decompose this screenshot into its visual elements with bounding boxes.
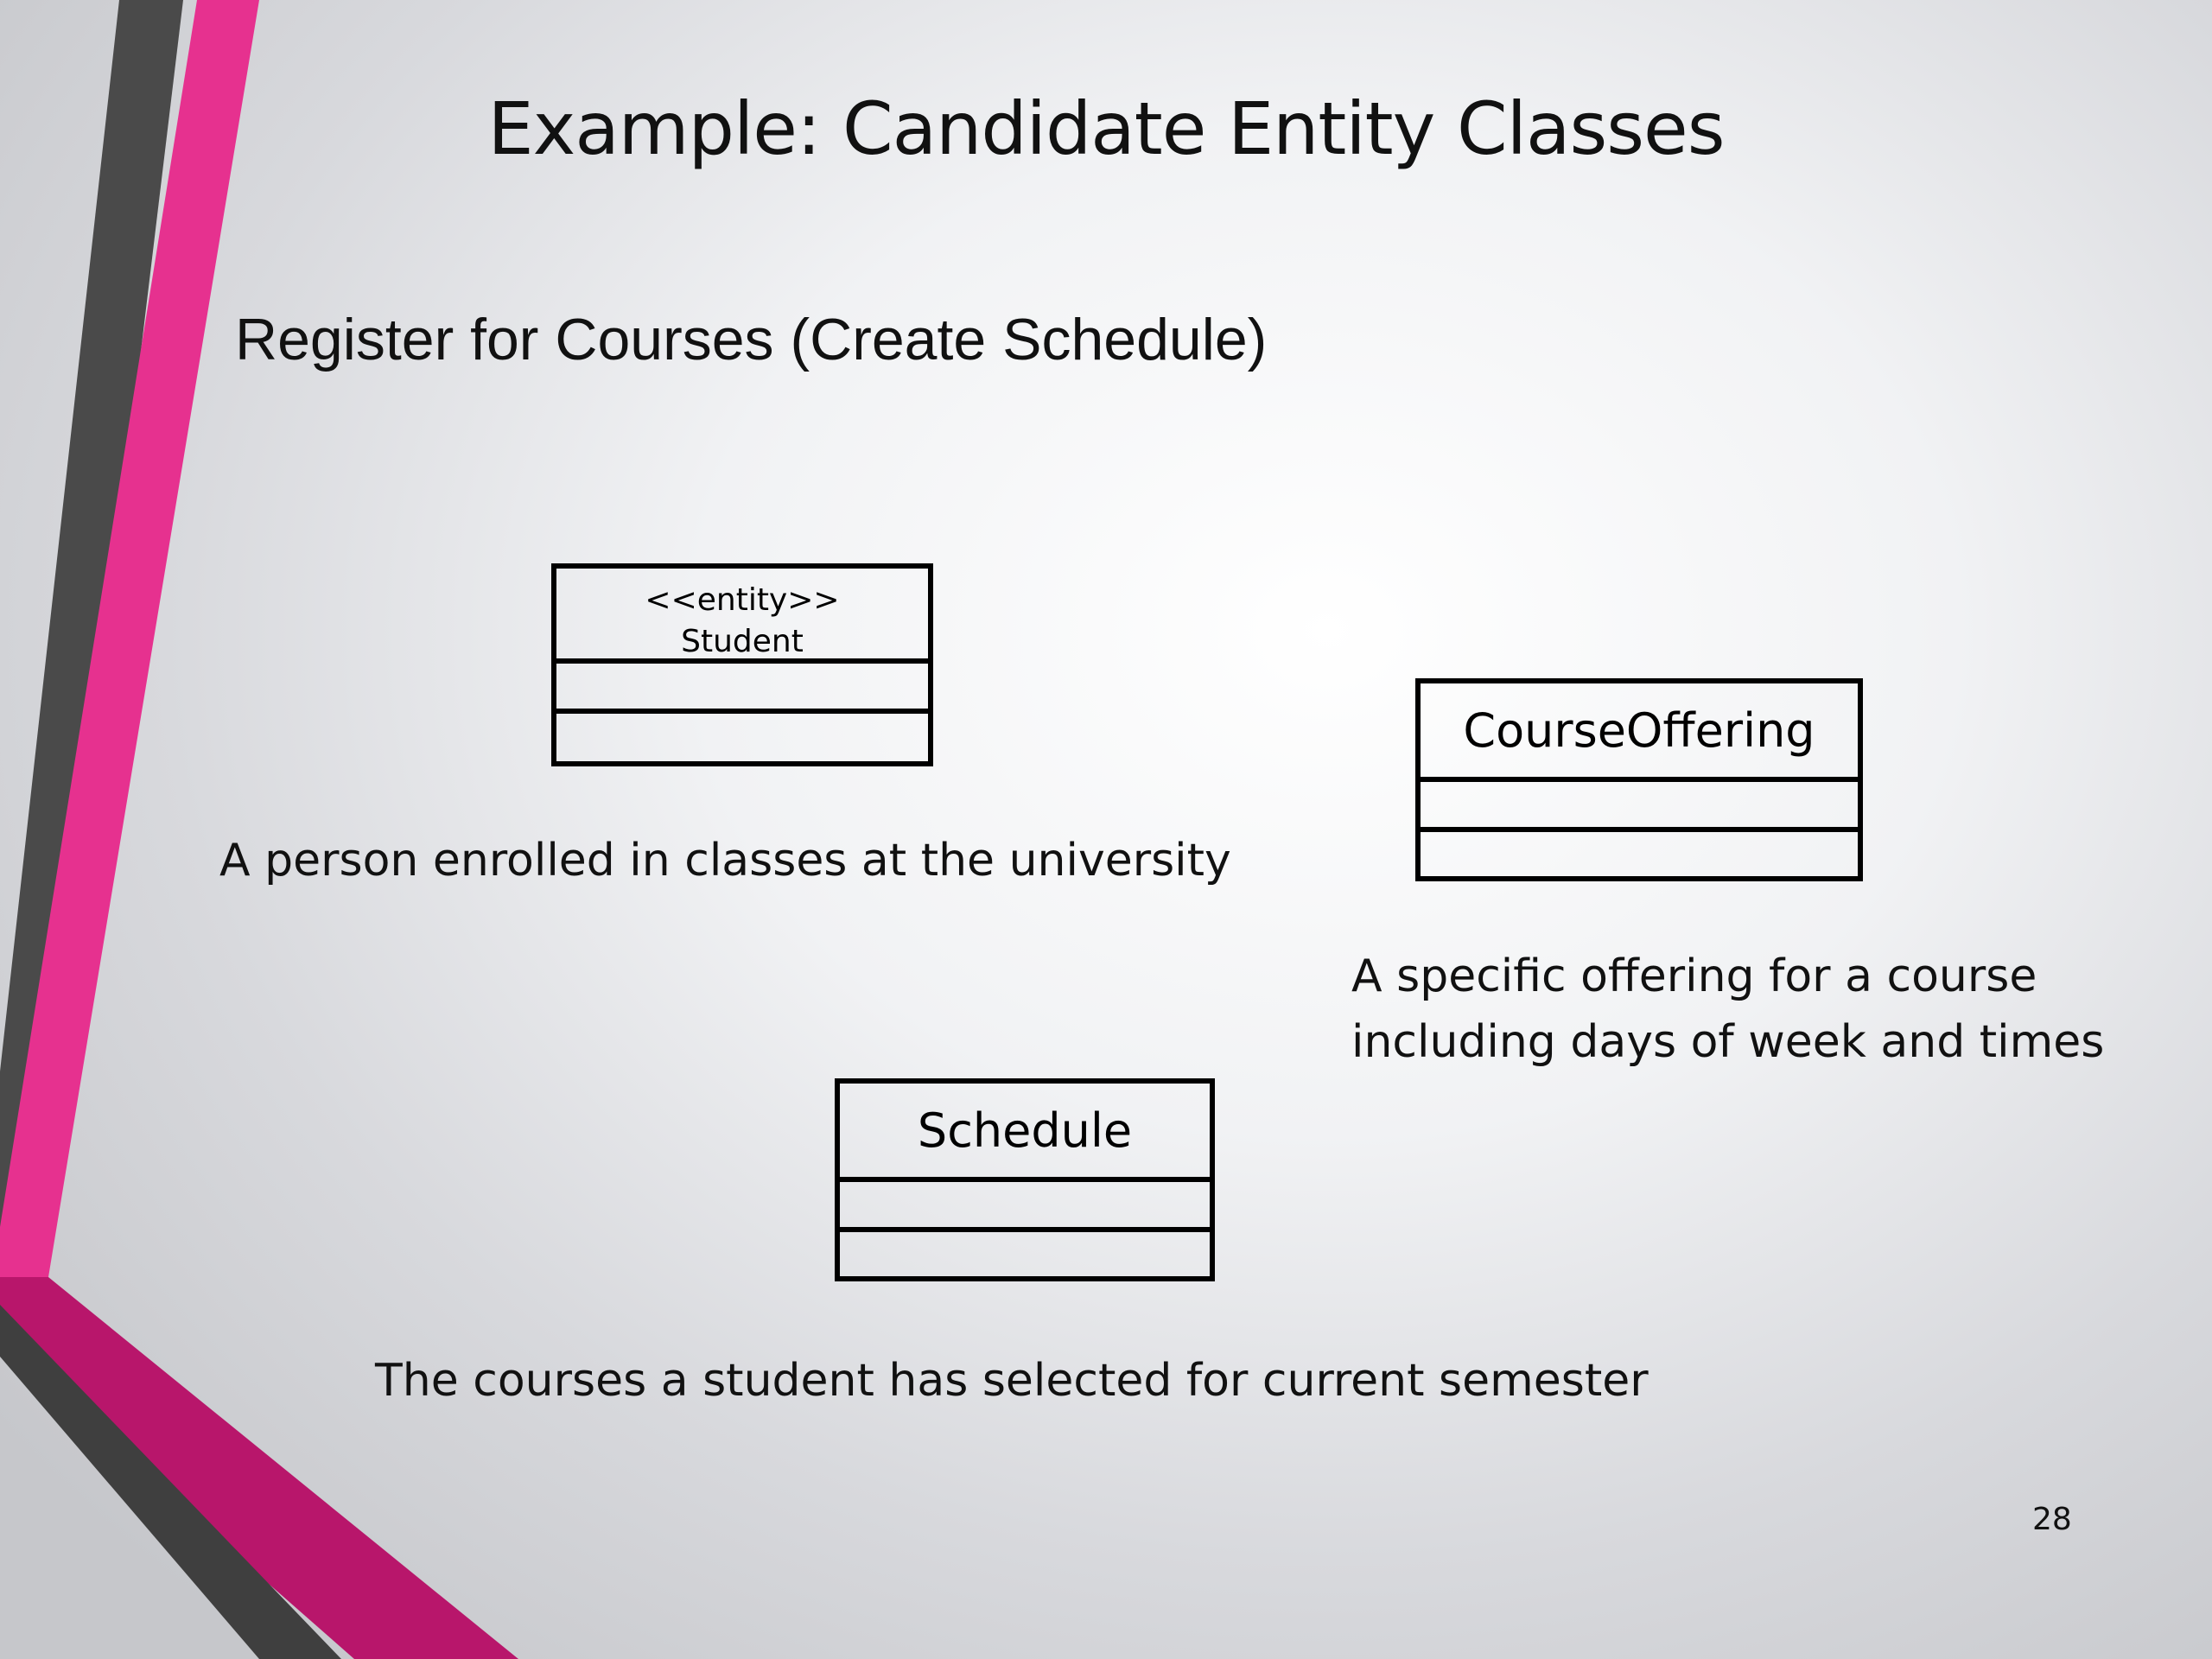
uml-class-schedule[interactable] bbox=[835, 1078, 1215, 1281]
page-number: 28 bbox=[2032, 1502, 2072, 1537]
slide-subtitle: Register for Courses (Create Schedule) bbox=[235, 307, 1268, 372]
uml-class-student[interactable] bbox=[551, 563, 933, 766]
class-name: Schedule bbox=[917, 1103, 1133, 1158]
attributes-compartment bbox=[556, 664, 928, 714]
attributes-compartment bbox=[840, 1182, 1210, 1232]
operations-compartment bbox=[840, 1232, 1210, 1276]
class-name-compartment bbox=[840, 1084, 1210, 1182]
student-description: A person enrolled in classes at the university bbox=[219, 835, 1231, 887]
slide-title: Example: Candidate Entity Classes bbox=[487, 86, 1725, 171]
uml-class-course-offering[interactable] bbox=[1415, 678, 1863, 881]
course-offering-description bbox=[1351, 944, 2104, 1075]
operations-compartment bbox=[556, 714, 928, 761]
description-line: including days of week and times bbox=[1351, 1016, 2105, 1068]
class-name-compartment bbox=[556, 569, 928, 664]
attributes-compartment bbox=[1421, 782, 1858, 832]
class-name-compartment bbox=[1421, 683, 1858, 782]
class-stereotype: <<entity>> bbox=[645, 582, 840, 618]
class-name: CourseOffering bbox=[1463, 702, 1815, 758]
schedule-description: The courses a student has selected for current semester bbox=[375, 1355, 1649, 1407]
description-line: A specific offering for a course bbox=[1351, 950, 2037, 1002]
operations-compartment bbox=[1421, 832, 1858, 876]
class-name: Student bbox=[681, 624, 804, 659]
